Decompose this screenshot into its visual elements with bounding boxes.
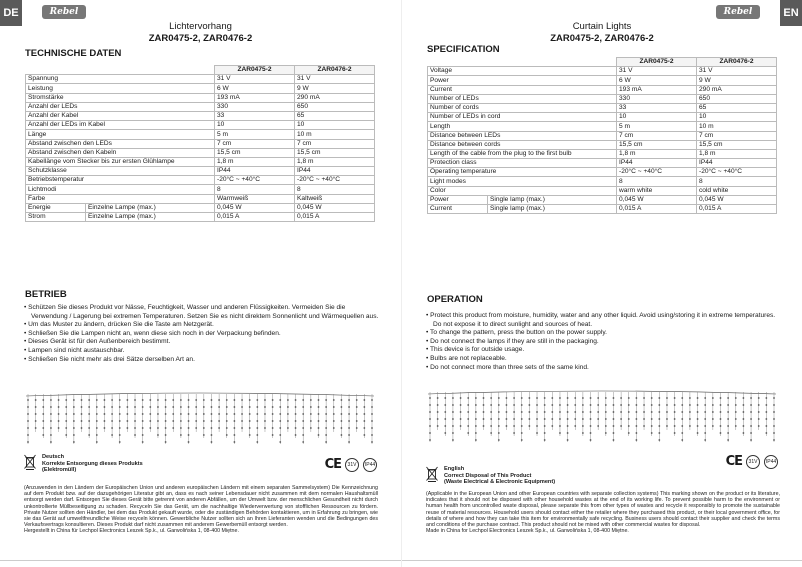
curtain-strand (272, 394, 274, 438)
model-header: ZAR0476-2 (697, 58, 777, 67)
spec-value: 8 (697, 177, 777, 186)
ip-rating-icon: IP44 (363, 458, 377, 472)
spec-value: 1,8 m (215, 157, 295, 166)
curtain-strand (226, 394, 228, 438)
spec-value: -20°C ~ +40°C (295, 176, 375, 185)
ce-mark-icon: CE (725, 454, 742, 469)
spec-value: 330 (617, 94, 697, 103)
spec-label: Power (428, 195, 488, 204)
operation-item: • Schützen Sie dieses Produkt vor Nässe, Feuchtigkeit, Wasser und anderen Flüssigkeiten. Vermeiden Sie die Verwendung / Lagerung bei extremen Temperaturen. Setzen Sie es nicht direktem Sonnenlicht und Wärmequellen aus. (24, 304, 380, 321)
spec-row (26, 102, 375, 111)
curtain-strand (720, 392, 722, 436)
curtain-strand (279, 394, 281, 444)
spec-value: 6 W (215, 84, 295, 93)
curtain-strand (735, 392, 737, 430)
spec-value: 0,045 W (617, 195, 697, 204)
spec-row (26, 84, 375, 93)
crossed-bin-icon (426, 466, 438, 482)
spec-label: Stromstärke (26, 93, 215, 102)
curtain-strand (104, 394, 106, 432)
spec-value: 8 (215, 185, 295, 194)
spec-value: 5 m (215, 130, 295, 139)
spec-label: Schutzklasse (26, 167, 215, 176)
curtain-strand (111, 394, 113, 438)
english-page (401, 0, 802, 567)
curtain-strand (506, 392, 508, 430)
spec-value: warm white (617, 186, 697, 195)
curtain-strand (371, 394, 373, 444)
spec-row (428, 195, 777, 204)
curtain-strand (528, 392, 530, 430)
spec-value: 10 m (295, 130, 375, 139)
spec-value: 0,045 W (215, 203, 295, 212)
curtain-lights-illustration (24, 388, 376, 448)
language-badge: EN (780, 0, 802, 26)
weee-language: Deutsch (42, 454, 65, 460)
spec-label: Strom (26, 213, 86, 222)
spec-value: 10 m (697, 122, 777, 131)
curtain-strand (180, 394, 182, 438)
curtain-strand (50, 394, 52, 444)
curtain-strand (333, 394, 335, 432)
curtain-strand (658, 392, 660, 442)
spec-row (26, 176, 375, 185)
spec-heading: SPECIFICATION (427, 44, 500, 55)
spec-label: Leistung (26, 84, 215, 93)
spec-label: Farbe (26, 194, 215, 203)
curtain-wire (428, 391, 776, 394)
curtain-strand (142, 394, 144, 444)
operation-item: • Dieses Gerät ist für den Außenbereich bestimmt. (24, 338, 380, 347)
spec-row (428, 122, 777, 131)
spec-value: IP44 (697, 159, 777, 168)
disposal-text (24, 485, 378, 535)
curtain-strand (356, 394, 358, 432)
spec-value: 65 (697, 103, 777, 112)
spec-label: Betriebstemperatur (26, 176, 215, 185)
weee-title: Correct Disposal of This Product (444, 472, 532, 479)
curtain-strand (65, 394, 67, 438)
spec-label: Color (428, 186, 617, 195)
curtain-strand (157, 394, 159, 438)
curtain-strand (551, 392, 553, 430)
curtain-strand (467, 392, 469, 436)
curtain-strand (490, 392, 492, 436)
spec-label: Distance between LEDs (428, 131, 617, 140)
curtain-strand (165, 394, 167, 444)
operation-item: • Do not connect the lamps if they are still in the packaging. (426, 338, 782, 347)
curtain-strand (429, 392, 431, 442)
operation-item: • Protect this product from moisture, humidity, water and any other liquid. Avoid using/storing it in extreme temperatures. Do not expose it to direct sunlight and sources of heat. (426, 312, 782, 329)
weee-title: Korrekte Entsorgung dieses Produkts (42, 460, 143, 467)
spec-row (428, 76, 777, 85)
spec-label: Anzahl der LEDs (26, 102, 215, 111)
curtain-strand (310, 394, 312, 432)
spec-value: 290 mA (697, 85, 777, 94)
spec-row (26, 148, 375, 157)
spec-value: 10 (697, 113, 777, 122)
spec-value: IP44 (617, 159, 697, 168)
spec-value: 0,045 W (295, 203, 375, 212)
spec-value: IP44 (215, 167, 295, 176)
curtain-strand (628, 392, 630, 436)
spec-row (428, 168, 777, 177)
spec-value: 0,015 A (697, 205, 777, 214)
spec-value: 15,5 cm (617, 140, 697, 149)
spec-row (26, 203, 375, 212)
curtain-strand (302, 394, 304, 444)
spec-label: Lichtmodi (26, 185, 215, 194)
spec-value: 65 (295, 111, 375, 120)
spec-label: Length (428, 122, 617, 131)
spec-label: Anzahl der LEDs im Kabel (26, 121, 215, 130)
page-title (402, 21, 802, 45)
spec-label: Current (428, 85, 617, 94)
curtain-strand (460, 392, 462, 430)
spec-value: 31 V (617, 67, 697, 76)
spec-sublabel: Einzelne Lampe (max.) (86, 203, 215, 212)
curtain-strand (620, 392, 622, 430)
spec-value: 15,5 cm (215, 148, 295, 157)
spec-value: 650 (697, 94, 777, 103)
curtain-strand (750, 392, 752, 442)
spec-value: 0,015 A (215, 213, 295, 222)
manufacturer-line: Made in China for Lechpol Electronics Leszek Sp.k., ul. Garwolińska 1, 08-400 Miętne. (426, 528, 629, 535)
spec-row (26, 213, 375, 222)
weee-subtitle: (Waste Electrical & Electronic Equipment) (444, 479, 556, 486)
weee-subtitle: (Elektromüll) (42, 467, 77, 474)
spec-value: 1,8 m (697, 149, 777, 158)
spec-value: 33 (215, 111, 295, 120)
spec-value: -20°C ~ +40°C (215, 176, 295, 185)
spec-value: 8 (295, 185, 375, 194)
curtain-strand (58, 394, 60, 432)
curtain-strand (681, 392, 683, 442)
spec-header-row (428, 58, 777, 67)
spec-value: 330 (215, 102, 295, 111)
curtain-strand (234, 394, 236, 444)
curtain-strand (590, 392, 592, 442)
spec-value: 7 cm (215, 139, 295, 148)
spec-value: 290 mA (295, 93, 375, 102)
spec-label: Distance between cords (428, 140, 617, 149)
curtain-strand (27, 394, 29, 444)
disposal-paragraph: (Anzuwenden in den Ländern der Europäischen Union und anderen europäischen Ländern mit einem separaten Sammelsystem) Die Kennzeichnung auf dem Produkt bzw. auf der dazugehörigen Literatur gibt an, dass es nach seiner Lebensdauer nicht zusammen mit dem normalen Haushaltsmüll entsorgt werden darf. Entsorgen Sie dieses Gerät bitte getrennt von anderen Abfällen, um der Umwelt bzw. der menschlichen Gesundheit nicht durch unkontrollierte Müllbeseitigung zu schaden. Recyceln Sie das Gerät, um die nachhaltige Wiederverwertung von stofflichen Ressourcen zu fördern. Private Nutzer sollten den Händler, bei dem das Produkt gekauft wurde, oder die zuständigen Behörden kontaktieren, um in Erfahrung zu bringen, wie sie das Gerät auf umweltfreundliche Weise recyceln können. Gewerbliche Nutzer sollten sich an Ihren Lieferanten wenden und die Bedingungen des Verkaufsvertrags konsultieren. Dieses Produkt darf nicht zusammen mit anderem Gewerbemüll entsorgt werden. (24, 485, 378, 529)
operation-item: • Schließen Sie die Lampen nicht an, wenn diese sich noch in der Verpackung befinden. (24, 330, 380, 339)
spec-row (26, 139, 375, 148)
curtain-strand (758, 392, 760, 430)
curtain-strand (544, 392, 546, 442)
spec-label: Anzahl der Kabel (26, 111, 215, 120)
model-numbers: ZAR0475-2, ZAR0476-2 (148, 33, 253, 44)
model-header: ZAR0476-2 (295, 66, 375, 75)
curtain-strand (295, 394, 297, 438)
curtain-strand (567, 392, 569, 442)
spec-row (428, 177, 777, 186)
spec-label: Energie (26, 203, 86, 212)
curtain-strand (597, 392, 599, 430)
weee-notice (24, 454, 174, 486)
spec-value: 0,015 A (617, 205, 697, 214)
spec-row (428, 186, 777, 195)
spec-label: Power (428, 76, 617, 85)
spec-label: Operating temperature (428, 168, 617, 177)
spec-value: 10 (295, 121, 375, 130)
spec-header-blank (26, 66, 215, 75)
spec-row (26, 111, 375, 120)
curtain-strand (559, 392, 561, 436)
curtain-strand (536, 392, 538, 436)
curtain-strand (203, 394, 205, 438)
disposal-text (426, 491, 780, 534)
curtain-strand (88, 394, 90, 438)
curtain-strand (574, 392, 576, 430)
operation-item: • This device is for outside usage. (426, 346, 782, 355)
curtain-strand (42, 394, 44, 438)
brand-logo: Rebel (42, 5, 86, 19)
spec-row (428, 131, 777, 140)
curtain-strand (689, 392, 691, 430)
language-badge: DE (0, 0, 22, 26)
curtain-strand (712, 392, 714, 430)
curtain-strand (636, 392, 638, 442)
curtain-strand (348, 394, 350, 444)
spec-header-row (26, 66, 375, 75)
spec-header-blank (428, 58, 617, 67)
spec-table (25, 65, 375, 222)
spec-value: 15,5 cm (295, 148, 375, 157)
curtain-strand (643, 392, 645, 430)
spec-value: 0,015 A (295, 213, 375, 222)
curtain-strand (765, 392, 767, 436)
operation-heading: BETRIEB (25, 289, 67, 300)
model-header: ZAR0475-2 (617, 58, 697, 67)
spec-label: Länge (26, 130, 215, 139)
curtain-strand (325, 394, 327, 444)
spec-value: 1,8 m (617, 149, 697, 158)
curtain-strand (773, 392, 775, 442)
curtain-strand (452, 392, 454, 442)
curtain-strand (119, 394, 121, 444)
spec-row (26, 75, 375, 84)
spec-label: Current (428, 205, 488, 214)
spec-row (26, 185, 375, 194)
curtain-strand (249, 394, 251, 438)
curtain-strand (318, 394, 320, 438)
operation-heading: OPERATION (427, 294, 483, 305)
operation-item: • To change the pattern, press the button on the power supply. (426, 329, 782, 338)
operation-item: • Schließen Sie nicht mehr als drei Sätze derselben Art an. (24, 356, 380, 365)
spec-value: 5 m (617, 122, 697, 131)
curtain-strand (195, 394, 197, 432)
spec-value: 33 (617, 103, 697, 112)
curtain-strand (134, 394, 136, 438)
spec-label: Number of LEDs in cord (428, 113, 617, 122)
spec-sublabel: Single lamp (max.) (488, 205, 617, 214)
ip-rating-icon: IP44 (764, 455, 778, 469)
spec-label: Light modes (428, 177, 617, 186)
curtain-strand (743, 392, 745, 436)
spec-value: 7 cm (295, 139, 375, 148)
curtain-strand (149, 394, 151, 432)
spec-row (26, 167, 375, 176)
curtain-strand (704, 392, 706, 442)
curtain-strand (241, 394, 243, 432)
curtain-strand (341, 394, 343, 438)
spec-row (428, 149, 777, 158)
spec-row (26, 93, 375, 102)
spec-label: Protection class (428, 159, 617, 168)
spec-sublabel: Einzelne Lampe (max.) (86, 213, 215, 222)
curtain-strand (727, 392, 729, 442)
curtain-wire (26, 393, 374, 396)
spec-value: 0,045 W (697, 195, 777, 204)
curtain-strand (218, 394, 220, 432)
spec-value: -20°C ~ +40°C (617, 168, 697, 177)
curtain-strand (96, 394, 98, 444)
operation-item: • Bulbs are not replaceable. (426, 355, 782, 364)
footer-divider (0, 560, 401, 561)
curtain-strand (582, 392, 584, 436)
operation-list (426, 312, 782, 372)
page-title (0, 21, 401, 45)
spec-row (26, 121, 375, 130)
curtain-strand (498, 392, 500, 442)
operation-item: • Do not connect more than three sets of the same kind. (426, 364, 782, 373)
spec-row (428, 103, 777, 112)
spec-row (428, 113, 777, 122)
curtain-strand (521, 392, 523, 442)
spec-row (26, 130, 375, 139)
curtain-strand (483, 392, 485, 430)
spec-value: 10 (215, 121, 295, 130)
spec-value: 9 W (697, 76, 777, 85)
spec-value: 15,5 cm (697, 140, 777, 149)
ce-mark-icon: CE (324, 457, 341, 472)
spec-value: 9 W (295, 84, 375, 93)
spec-value: 10 (617, 113, 697, 122)
disposal-paragraph: (Applicable in the European Union and other European countries with separate collection systems) This marking shown on the product or its literature, indicates that it should not be disposed with other household wastes at the end of its working life. To prevent possible harm to the environment or human health from uncontrolled waste disposal, please separate this from other types of wastes and recycle it responsibly to promote the sustainable reuse of material resources. Household users should contact either the retailer where they purchased this product, or their local government office, for details of where and how they can take this item for environmentally safe recycling. Business users should contact their supplier and check the terms and conditions of the purchase contract. This product should not be mixed with other commercial wastes for disposal. (426, 491, 780, 529)
spec-value: IP44 (295, 167, 375, 176)
spec-label: Voltage (428, 67, 617, 76)
spec-label: Number of cords (428, 103, 617, 112)
curtain-strand (444, 392, 446, 436)
curtain-strand (172, 394, 174, 432)
certification-marks (325, 457, 377, 472)
spec-value: 193 mA (617, 85, 697, 94)
curtain-strand (81, 394, 83, 432)
curtain-strand (651, 392, 653, 436)
manufacturer-line: Hergestellt in China für Lechpol Electronics Leszek Sp.k., ul. Garwolińska 1, 08-400 Miętne. (24, 528, 239, 535)
footer-divider (402, 560, 802, 561)
spec-label: Spannung (26, 75, 215, 84)
crossed-bin-icon (24, 454, 36, 470)
curtain-strand (264, 394, 266, 432)
curtain-strand (605, 392, 607, 436)
spec-value: Warmweiß (215, 194, 295, 203)
curtain-strand (35, 394, 37, 432)
curtain-strand (188, 394, 190, 444)
operation-item: • Lampen sind nicht austauschbar. (24, 347, 380, 356)
spec-row (428, 140, 777, 149)
spec-table (427, 57, 777, 214)
spec-value: 7 cm (617, 131, 697, 140)
spec-value: 1,8 m (295, 157, 375, 166)
spec-row (428, 205, 777, 214)
curtain-strand (697, 392, 699, 436)
weee-language: English (444, 466, 465, 472)
protection-class-icon: 31V (345, 458, 359, 472)
spec-value: 8 (617, 177, 697, 186)
product-name: Lichtervorhang (169, 21, 232, 32)
curtain-strand (613, 392, 615, 442)
spec-label: Number of LEDs (428, 94, 617, 103)
curtain-strand (475, 392, 477, 442)
spec-value: 650 (295, 102, 375, 111)
spec-label: Kabellänge vom Stecker bis zur ersten Glühlampe (26, 157, 215, 166)
protection-class-icon: 31V (746, 455, 760, 469)
model-header: ZAR0475-2 (215, 66, 295, 75)
spec-row (428, 94, 777, 103)
spec-row (26, 194, 375, 203)
curtain-strand (126, 394, 128, 432)
spec-heading: TECHNISCHE DATEN (25, 48, 122, 59)
spec-label: Length of the cable from the plug to the first bulb (428, 149, 617, 158)
operation-list (24, 304, 380, 364)
brand-logo: Rebel (716, 5, 760, 19)
spec-sublabel: Single lamp (max.) (488, 195, 617, 204)
spec-value: -20°C ~ +40°C (697, 168, 777, 177)
operation-item: • Um das Muster zu ändern, drücken Sie die Taste am Netzgerät. (24, 321, 380, 330)
spec-row (428, 159, 777, 168)
spec-row (26, 157, 375, 166)
product-name: Curtain Lights (572, 21, 632, 32)
curtain-strand (363, 394, 365, 438)
spec-value: 7 cm (697, 131, 777, 140)
spec-value: 6 W (617, 76, 697, 85)
spec-row (428, 67, 777, 76)
curtain-strand (211, 394, 213, 444)
spec-label: Abstand zwischen den LEDs (26, 139, 215, 148)
spec-row (428, 85, 777, 94)
certification-marks (726, 454, 778, 469)
model-numbers: ZAR0475-2, ZAR0476-2 (550, 33, 654, 44)
curtain-strand (437, 392, 439, 430)
spec-value: cold white (697, 186, 777, 195)
curtain-strand (674, 392, 676, 436)
curtain-lights-illustration (426, 386, 778, 446)
spec-label: Abstand zwischen den Kabeln (26, 148, 215, 157)
curtain-strand (256, 394, 258, 444)
spec-value: 31 V (697, 67, 777, 76)
curtain-strand (73, 394, 75, 444)
spec-value: 31 V (215, 75, 295, 84)
spec-value: Kaltweiß (295, 194, 375, 203)
spec-value: 31 V (295, 75, 375, 84)
spec-value: 193 mA (215, 93, 295, 102)
curtain-strand (287, 394, 289, 432)
curtain-strand (513, 392, 515, 436)
curtain-strand (666, 392, 668, 430)
